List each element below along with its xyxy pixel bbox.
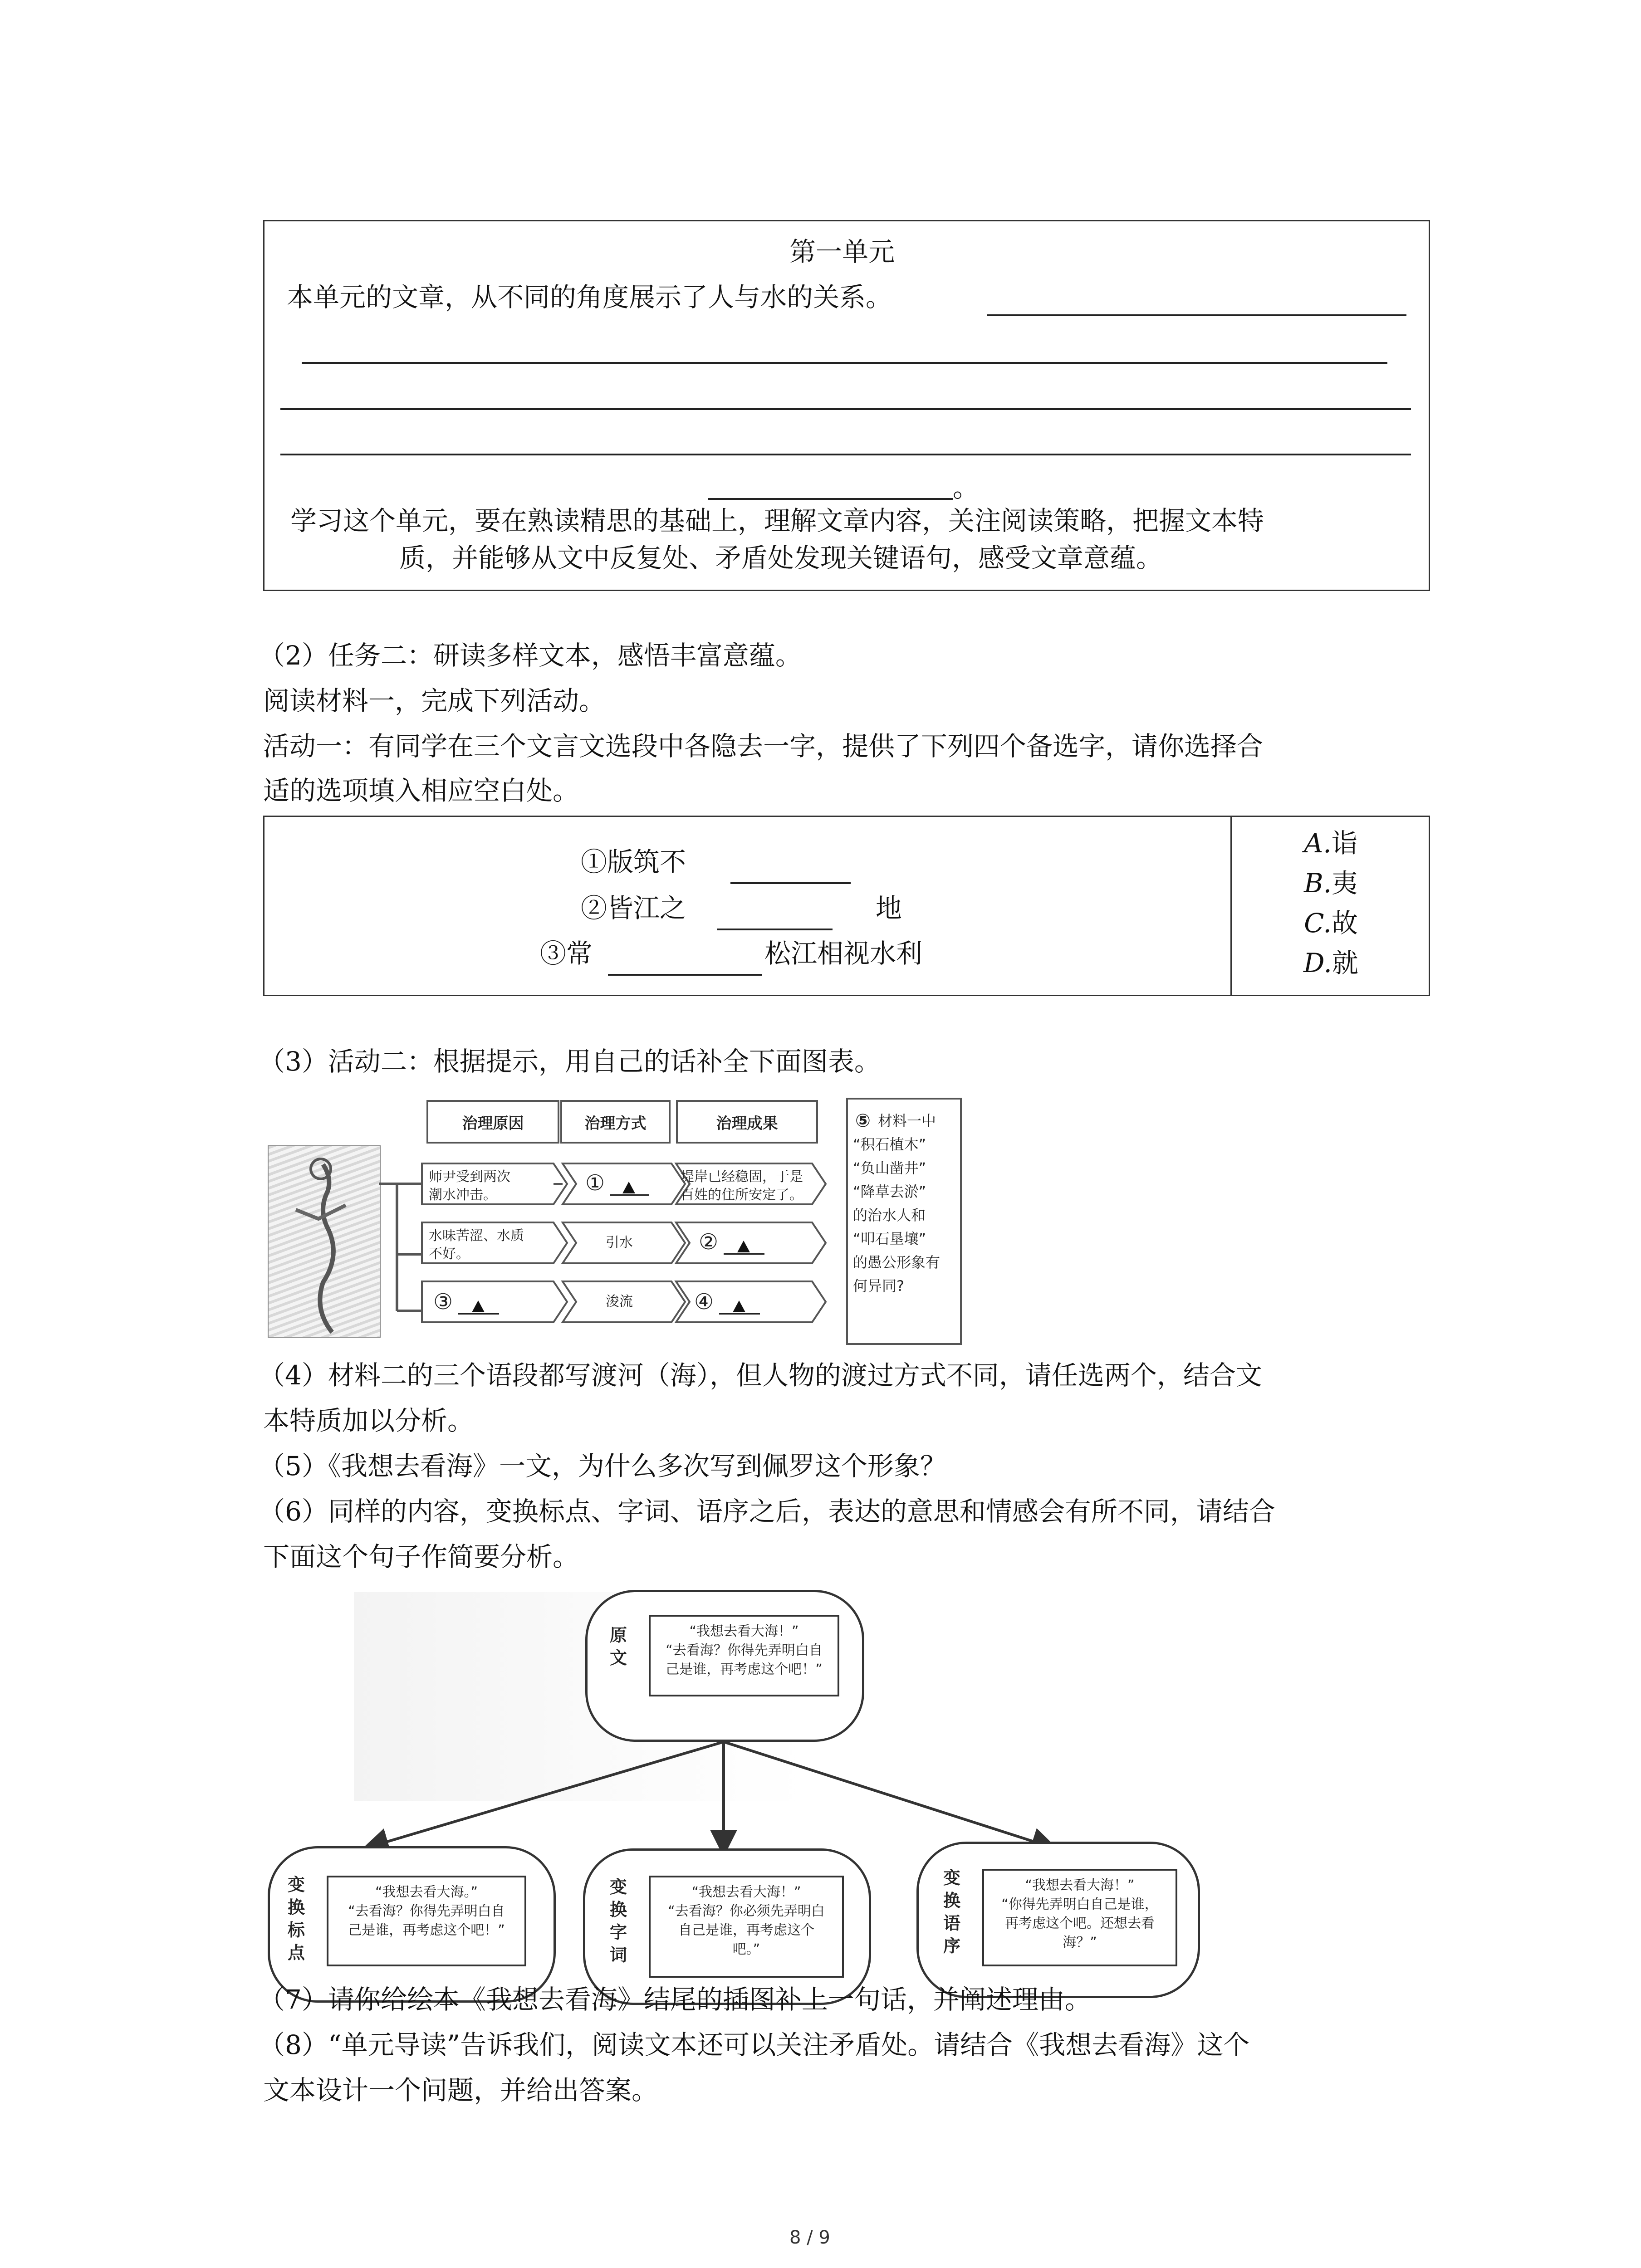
q7-text: （7）请你给绘本《我想去看海》结尾的插图补上一句话，并阐述理由。 xyxy=(259,1984,1091,2015)
triangle-icon xyxy=(733,1300,745,1312)
q2-activity-line-1: 活动一：有同学在三个文言文选段中各隐去一字，提供了下列四个备选字，请你选择合 xyxy=(263,731,1264,762)
row1-method-blank xyxy=(610,1194,649,1196)
note-number: ⑤ xyxy=(855,1110,871,1131)
original-label: 原 文 xyxy=(609,1625,627,1668)
row2-reason: 水味苦涩、水质 不好。 xyxy=(429,1228,524,1262)
wording-label: 变 换 字 词 xyxy=(609,1877,627,1965)
row3-reason-blank xyxy=(458,1313,499,1315)
row2-result: ② xyxy=(699,1229,719,1255)
triangle-icon xyxy=(737,1241,750,1252)
row1-result: 堤岸已经稳固，于是 百姓的住所安定了。 xyxy=(681,1169,803,1203)
triangle-icon xyxy=(472,1300,485,1312)
row1-method: ① xyxy=(585,1170,605,1196)
sentence-2-blank xyxy=(717,929,833,930)
sentence-3-tail: 松江相视水利 xyxy=(764,938,923,969)
word-order-label: 变 换 语 序 xyxy=(943,1868,960,1956)
unit-line-last-2: 质，并能够从文中反复处、矛盾处发现关键语句，感受文章意蕴。 xyxy=(399,543,1163,573)
header-method: 治理方式 xyxy=(560,1100,671,1144)
header-reason: 治理原因 xyxy=(426,1100,559,1144)
punctuation-label: 变 换 标 点 xyxy=(287,1875,305,1963)
q2-activity-line-2: 适的选项填入相应空白处。 xyxy=(263,775,579,806)
q4-line-1: （4）材料二的三个语段都写渡河（海），但人物的渡过方式不同，请任选两个，结合文 xyxy=(259,1360,1262,1391)
option-c: C.故 xyxy=(1304,908,1358,938)
option-a: A.诣 xyxy=(1304,828,1358,859)
word-order-quote: “我想去看大海！” “你得先弄明白自己是谁， 再考虑这个吧。还想去看 海？” xyxy=(982,1869,1177,1966)
header-result: 治理成果 xyxy=(676,1100,818,1144)
q2-task: （2）任务二：研读多样文本，感悟丰富意蕴。 xyxy=(259,640,802,671)
triangle-icon xyxy=(622,1182,635,1193)
diagram2-arrows xyxy=(272,1737,1225,1855)
sentence-3-blank xyxy=(608,974,762,976)
q3-text: （3）活动二：根据提示，用自己的话补全下面图表。 xyxy=(259,1046,881,1077)
sentence-1-blank xyxy=(730,882,851,884)
sentence-3: ③常 xyxy=(540,938,593,969)
row1-reason: 师尹受到两次 潮水冲击。 xyxy=(429,1169,510,1203)
row3-reason: ③ xyxy=(433,1289,453,1315)
unit-title: 第一单元 xyxy=(789,236,895,267)
q5-text: （5）《我想去看海》一文，为什么多次写到佩罗这个形象？ xyxy=(259,1451,946,1481)
row2-method: 引水 xyxy=(606,1235,633,1251)
blank-line xyxy=(280,408,1411,410)
sentence-1: ①版筑不 xyxy=(581,846,686,877)
row2-result-blank xyxy=(724,1253,764,1255)
row3-result-blank xyxy=(719,1313,760,1315)
original-quote: “我想去看大海！” “去看海？你得先弄明白自 己是谁，再考虑这个吧！” xyxy=(649,1615,839,1696)
sentence-2: ②皆江之 xyxy=(581,893,686,924)
sentence-2-tail: 地 xyxy=(876,893,902,924)
option-d: D.就 xyxy=(1303,948,1358,978)
q8-line-2: 文本设计一个问题，并给出答案。 xyxy=(263,2075,658,2106)
row3-result: ④ xyxy=(694,1289,714,1315)
q4-line-2: 本特质加以分析。 xyxy=(263,1405,474,1436)
figure-sketch xyxy=(269,1146,380,1337)
row3-method: 浚流 xyxy=(606,1294,633,1310)
q6-line-2: 下面这个句子作简要分析。 xyxy=(263,1541,579,1572)
q8-line-1: （8）“单元导读”告诉我们，阅读文本还可以关注矛盾处。请结合《我想去看海》这个 xyxy=(259,2029,1250,2060)
wording-quote: “我想去看大海！” “去看海？你必须先弄明白 自己是谁，再考虑这个 吧。” xyxy=(649,1876,844,1978)
q6-line-1: （6）同样的内容，变换标点、字词、语序之后，表达的意思和情感会有所不同，请结合 xyxy=(259,1496,1275,1527)
q2-instruction: 阅读材料一，完成下列活动。 xyxy=(263,685,606,716)
blank-line xyxy=(302,362,1387,364)
blank-line xyxy=(280,454,1411,455)
option-b: B.夷 xyxy=(1303,868,1358,899)
unit-line-1: 本单元的文章，从不同的角度展示了人与水的关系。 xyxy=(287,282,892,313)
illustration-image xyxy=(268,1145,381,1338)
blank-end-mark: 。 xyxy=(953,472,980,503)
blank-line xyxy=(987,314,1406,316)
page-number: 8 / 9 xyxy=(789,2227,830,2248)
note-text: 材料一中 “积石植木” “负山凿井” “降草去淤” 的治水人和 “叩石垦壤” 的愚公形象有 何异同? xyxy=(853,1112,941,1295)
unit-line-last-1: 学习这个单元，要在熟读精思的基础上，理解文章内容，关注阅读策略，把握文本特 xyxy=(290,505,1264,536)
punctuation-quote: “我想去看大海。” “去看海？你得先弄明白自 己是谁，再考虑这个吧！” xyxy=(327,1876,526,1966)
